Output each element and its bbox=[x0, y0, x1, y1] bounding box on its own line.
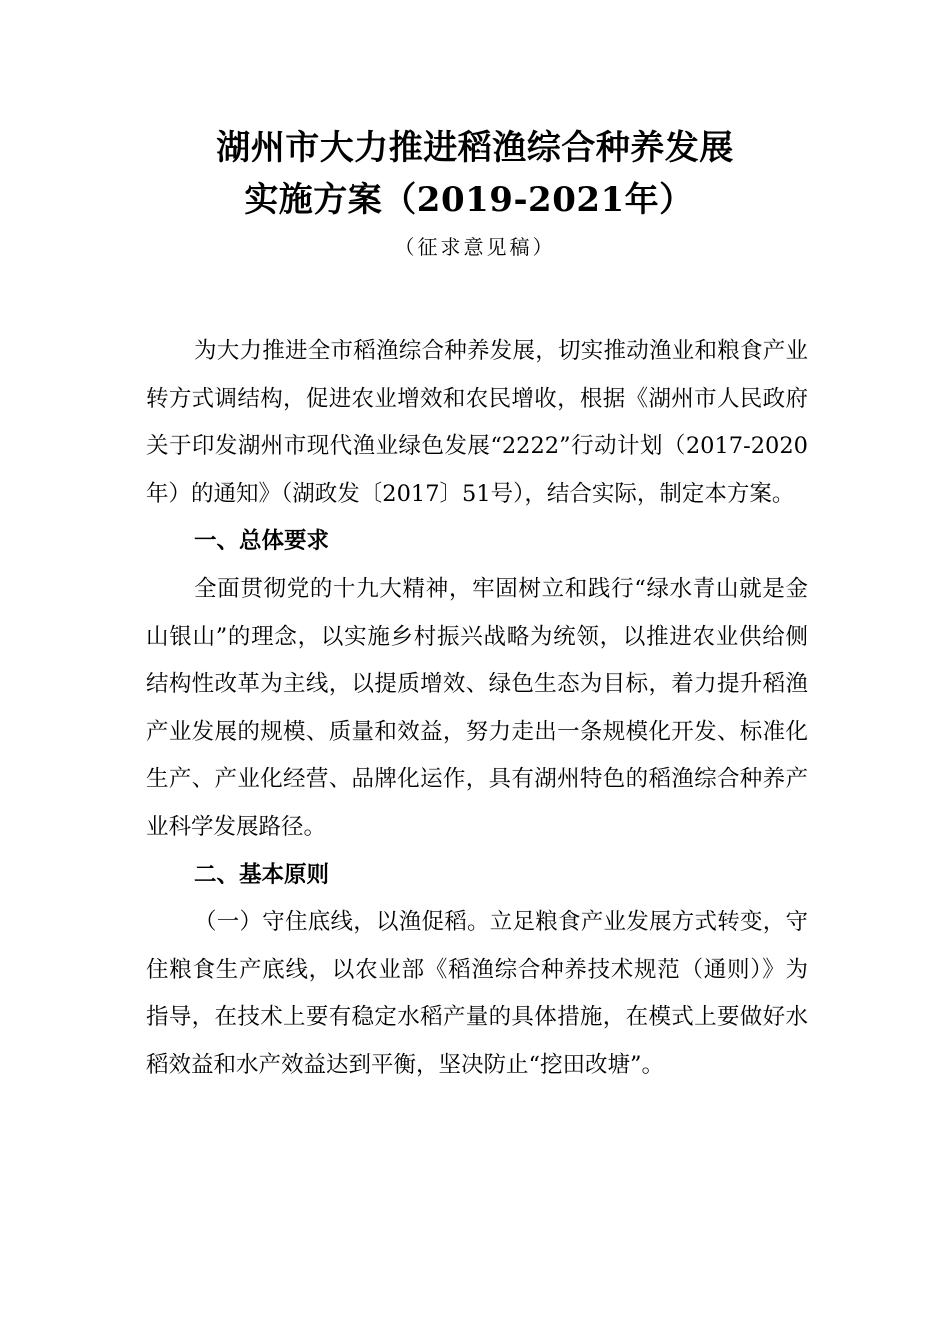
section-heading-basic-principles: 二、基本原则 bbox=[194, 861, 330, 888]
section-paragraph: 全面贯彻党的十九大精神，牢固树立和践行“绿水青山就是金山银山”的理念，以实施乡村振兴战略为统领，以推进农业供给侧结构性改革为主线，以提质增效、绿色生态为目标，着力提升稻渔产业发展的规模、质量和效益，努力走出一条规模化开发、标准化生产、产业化经营、品牌化运作，具有湖州特色的稻渔综合种养产业科学发展路径。 bbox=[146, 575, 808, 840]
section-paragraph: （一）守住底线，以渔促稻。立足粮食产业发展方式转变，守住粮食生产底线，以农业部《稻渔综合种养技术规范（通则）》为指导，在技术上要有稳定水稻产量的具体措施，在模式上要做好水稻效益和水产效益达到平衡，坚决防止“挖田改塘”。 bbox=[146, 909, 808, 1078]
intro-paragraph: 为大力推进全市稻渔综合种养发展，切实推动渔业和粮食产业转方式调结构，促进农业增效和农民增收，根据《湖州市人民政府关于印发湖州市现代渔业绿色发展“2222”行动计划（2017-2020年）的通知》（湖政发〔2017〕51号），结合实际，制定本方案。 bbox=[146, 338, 808, 507]
section-heading-general-requirements: 一、总体要求 bbox=[194, 528, 330, 555]
document-body bbox=[146, 328, 808, 1090]
document-title-line2: 实施方案（2019-2021年） bbox=[244, 180, 694, 220]
document-title-line1: 湖州市大力推进稻渔综合种养发展 bbox=[216, 128, 734, 168]
document-subtitle: （征求意见稿） bbox=[394, 235, 556, 259]
